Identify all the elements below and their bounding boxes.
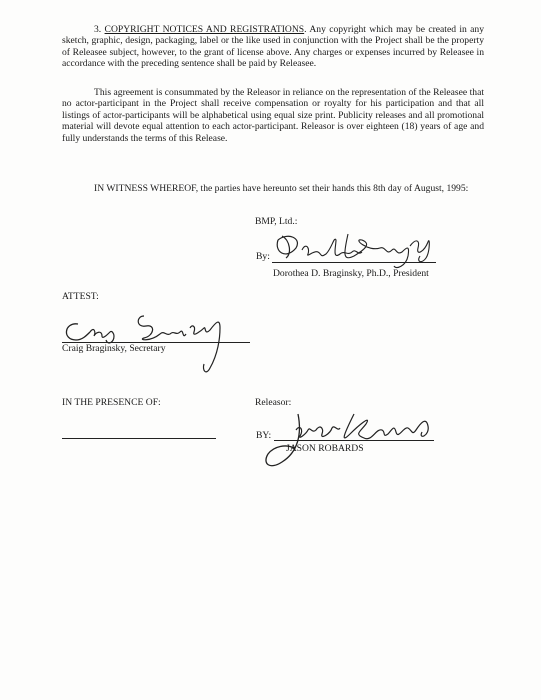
witness-paragraph (62, 183, 484, 194)
releasor-signature-line (274, 440, 434, 441)
section-heading: COPYRIGHT NOTICES AND REGISTRATIONS (104, 24, 305, 35)
releasee-signatory: Dorothea D. Braginsky, Ph.D., President (273, 268, 429, 279)
attest-signatory: Craig Braginsky, Secretary (62, 343, 166, 354)
releasee-by-label: By: (256, 251, 270, 262)
section-number: 3. (94, 24, 102, 35)
presence-label: IN THE PRESENCE OF: (62, 397, 161, 408)
releasor-signatory: JASON ROBARDS (286, 443, 364, 454)
consummation-paragraph (62, 87, 484, 144)
witness-text: IN WITNESS WHEREOF, the parties have hereunto set their hands this 8th day of August, 1995: (94, 183, 469, 194)
releasee-signature (272, 226, 442, 271)
releasor-label: Releasor: (255, 397, 292, 408)
releasor-signature (258, 404, 458, 479)
section-3-paragraph (62, 24, 484, 70)
releasor-by-label: BY: (256, 430, 272, 441)
releasee-company: BMP, Ltd.: (255, 216, 298, 227)
witness-signature-line (62, 438, 216, 439)
consummation-text: This agreement is consummated by the Releasor in reliance on the representation of the Releasee that no actor-participant in the Project shall receive compensation or royalty for his participation and that all listings of actor-participants will be alphabetical using equal size print. Publicity releases and all promotional material will devote equal attention to each actor-participant. Releasor is over eighteen (18) years of age and fully understands the terms of this Release. (62, 87, 484, 144)
section-body: . Any copyright which may be created in any sketch, graphic, design, packaging, label or the like used in conjunction with the Project shall be the property of Releasee subject, however, to the grant of license above. Any charges or expenses incurred by Releasee in accordance with the preceding sentence shall be paid by Releasee. (62, 24, 484, 70)
attest-label: ATTEST: (62, 291, 99, 302)
